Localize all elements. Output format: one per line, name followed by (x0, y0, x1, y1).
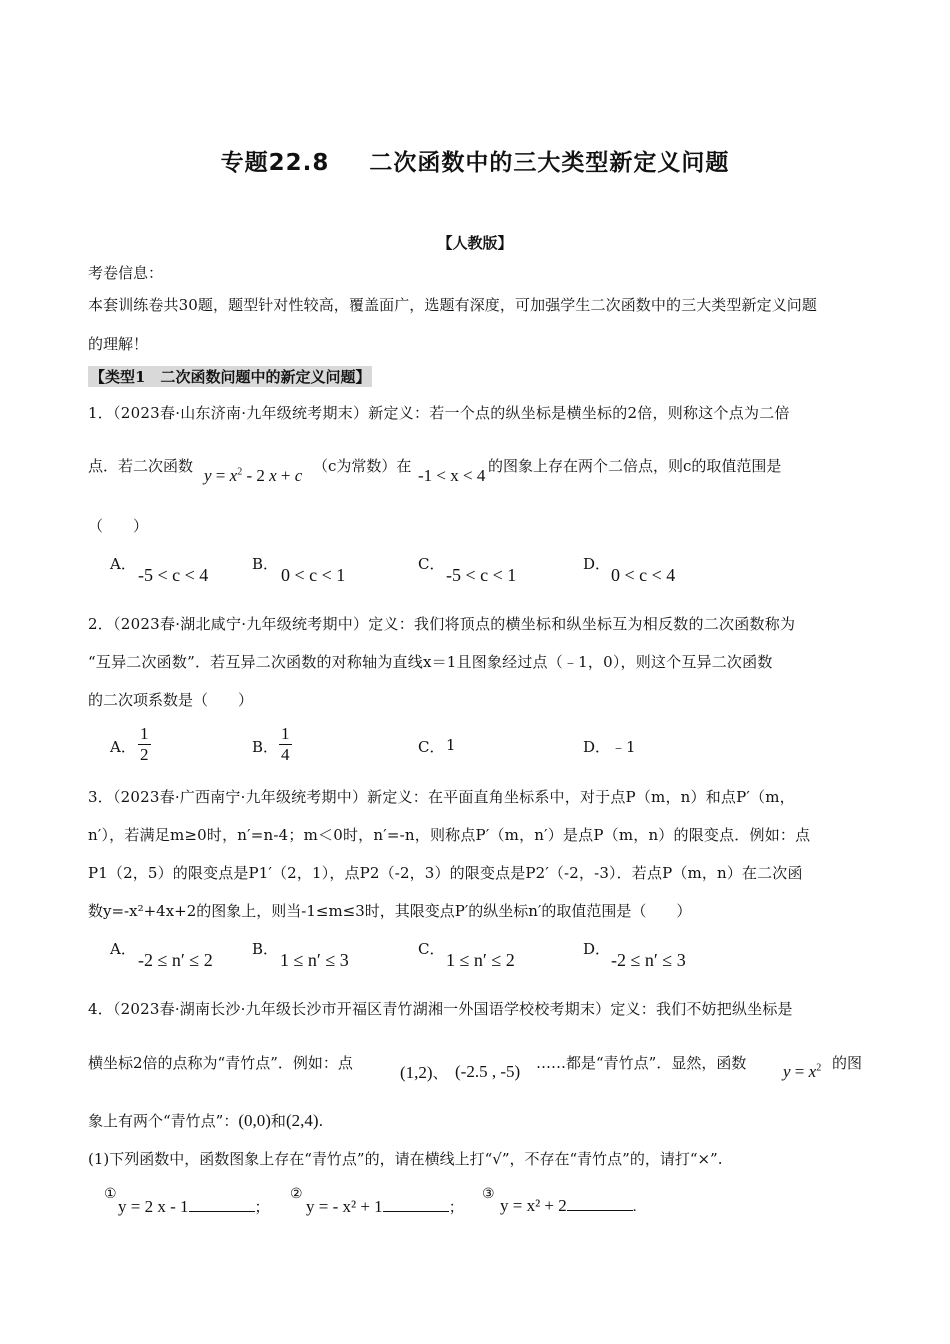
q1-option-d[interactable]: 0 < c < 4 (611, 565, 676, 585)
answer-blank-3[interactable] (567, 1198, 633, 1211)
q1-option-d-label: D． (583, 555, 611, 573)
q1-option-c[interactable]: -5 < c < 1 (446, 565, 517, 585)
q4-item-1-marker: ① (104, 1186, 117, 1202)
q1-line-2: 点．若二次函数 (88, 457, 194, 475)
q1-line-2b: （c为常数）在 (313, 457, 412, 475)
q3-option-b[interactable]: 1 ≤ n′ ≤ 3 (280, 950, 349, 970)
q2-option-d-label: D． (583, 738, 611, 756)
q1-line-2c: 的图象上存在两个二倍点，则c的取值范围是 (488, 457, 782, 475)
q4-line-2b: ……都是“青竹点”．显然，函数 (536, 1054, 747, 1072)
q1-option-b[interactable]: 0 < c < 1 (281, 565, 346, 585)
q4-line-2c: 的图 (832, 1054, 863, 1072)
q2-option-c-label: C． (418, 738, 445, 756)
q2-line-1: 2．（2023春·湖北咸宁·九年级统考期中）定义：我们将顶点的横坐标和纵坐标互为相反数的二次函数称为 (88, 615, 796, 633)
q3-option-d-label: D． (583, 940, 611, 958)
q3-line-4: 数y=-x²+4x+2的图象上，则当-1≤m≤3时，其限变点P′的纵坐标n′的取值范围是（ ） (88, 902, 692, 920)
q3-option-b-label: B． (252, 940, 279, 958)
q4-item-2: y = - x² + 1 ； (306, 1197, 464, 1216)
page-title (0, 144, 950, 177)
q1-range: -1 < x < 4 (418, 466, 486, 485)
title-text: 二次函数中的三大类型新定义问题 (369, 150, 730, 176)
info-heading: 考卷信息： (88, 264, 164, 282)
q4-item-1: y = 2 x - 1 ； (118, 1197, 270, 1216)
q4-line-1: 4．（2023春·湖南长沙·九年级长沙市开福区青竹湖湘一外国语学校校考期末）定义：我们不妨把纵坐标是 (88, 1000, 793, 1018)
answer-blank-2[interactable] (383, 1199, 449, 1212)
info-line-1: 本套训练卷共30题，题型针对性较高，覆盖面广，选题有深度，可加强学生二次函数中的三大类型新定义问题 (88, 296, 817, 314)
edition-label: 【人教版】 (437, 234, 513, 252)
answer-blank-1[interactable] (189, 1199, 255, 1212)
q4-point-1: (1,2)、 (400, 1063, 448, 1082)
q4-sub-1: (1)下列函数中，函数图象上存在“青竹点”的，请在横线上打“√”，不存在“青竹点”的，请打“×”. (88, 1150, 723, 1168)
q2-option-b-label: B． (252, 738, 279, 756)
q4-item-3-marker: ③ (482, 1186, 495, 1202)
q1-option-a[interactable]: -5 < c < 4 (138, 565, 209, 585)
q4-function: $y = x^2$ (783, 1062, 822, 1081)
q2-option-a-label: A． (110, 738, 136, 756)
info-line-2: 的理解！ (88, 335, 149, 353)
q3-line-1: 3．（2023春·广西南宁·九年级统考期中）新定义：在平面直角坐标系中，对于点P（m，n）和点P′（m， (88, 788, 795, 806)
q2-line-2: “互异二次函数”．若互异二次函数的对称轴为直线x＝1且图象经过点（﹣1，0），则这个互异二次函数 (88, 653, 773, 671)
q1-option-b-label: B． (252, 555, 279, 573)
q1-option-a-label: A． (110, 555, 136, 573)
q1-paren: （ ） (88, 517, 149, 535)
q2-option-c[interactable]: 1 (446, 736, 456, 754)
q3-option-d[interactable]: -2 ≤ n′ ≤ 3 (611, 950, 686, 970)
q4-line-3: 象上有两个“青竹点”：(0,0)和(2,4). (88, 1111, 324, 1130)
q1-option-c-label: C． (418, 555, 445, 573)
q3-line-3: P1（2，5）的限变点是P1′（2，1），点P2（-2，3）的限变点是P2′（-2，-3）．若点P（m，n）在二次函 (88, 864, 803, 882)
q4-point-2: (-2.5 , -5) (455, 1062, 521, 1081)
q3-line-2: n′），若满足m≥0时，n′=n-4；m＜0时，n′=-n，则称点P′（m，n′）是点P（m，n）的限变点．例如：点 (88, 826, 811, 844)
q2-option-a[interactable]: $\frac{1}{2}$ (140, 724, 149, 764)
title-number: 专题22.8 (220, 150, 330, 176)
q3-option-a-label: A． (110, 940, 136, 958)
q3-option-c[interactable]: 1 ≤ n′ ≤ 2 (446, 950, 515, 970)
q4-item-3: y = x² + 2 . (500, 1196, 637, 1215)
q2-option-b[interactable]: $\frac{1}{4}$ (281, 724, 290, 764)
q2-option-d[interactable]: ﹣1 (611, 738, 636, 756)
q4-line-2a: 横坐标2倍的点称为“青竹点”．例如：点 (88, 1054, 353, 1072)
q3-option-c-label: C． (418, 940, 445, 958)
q1-line-1: 1．（2023春·山东济南·九年级统考期末）新定义：若一个点的纵坐标是横坐标的2倍，则称这个点为二倍 (88, 404, 790, 422)
section-heading: 【类型1 二次函数问题中的新定义问题】 (90, 368, 371, 386)
q1-function: $y = x^2 - 2$ x + c (204, 466, 303, 485)
q3-option-a[interactable]: -2 ≤ n′ ≤ 2 (138, 950, 213, 970)
q4-item-2-marker: ② (290, 1186, 303, 1202)
q2-line-3: 的二次项系数是（ ） (88, 691, 254, 709)
